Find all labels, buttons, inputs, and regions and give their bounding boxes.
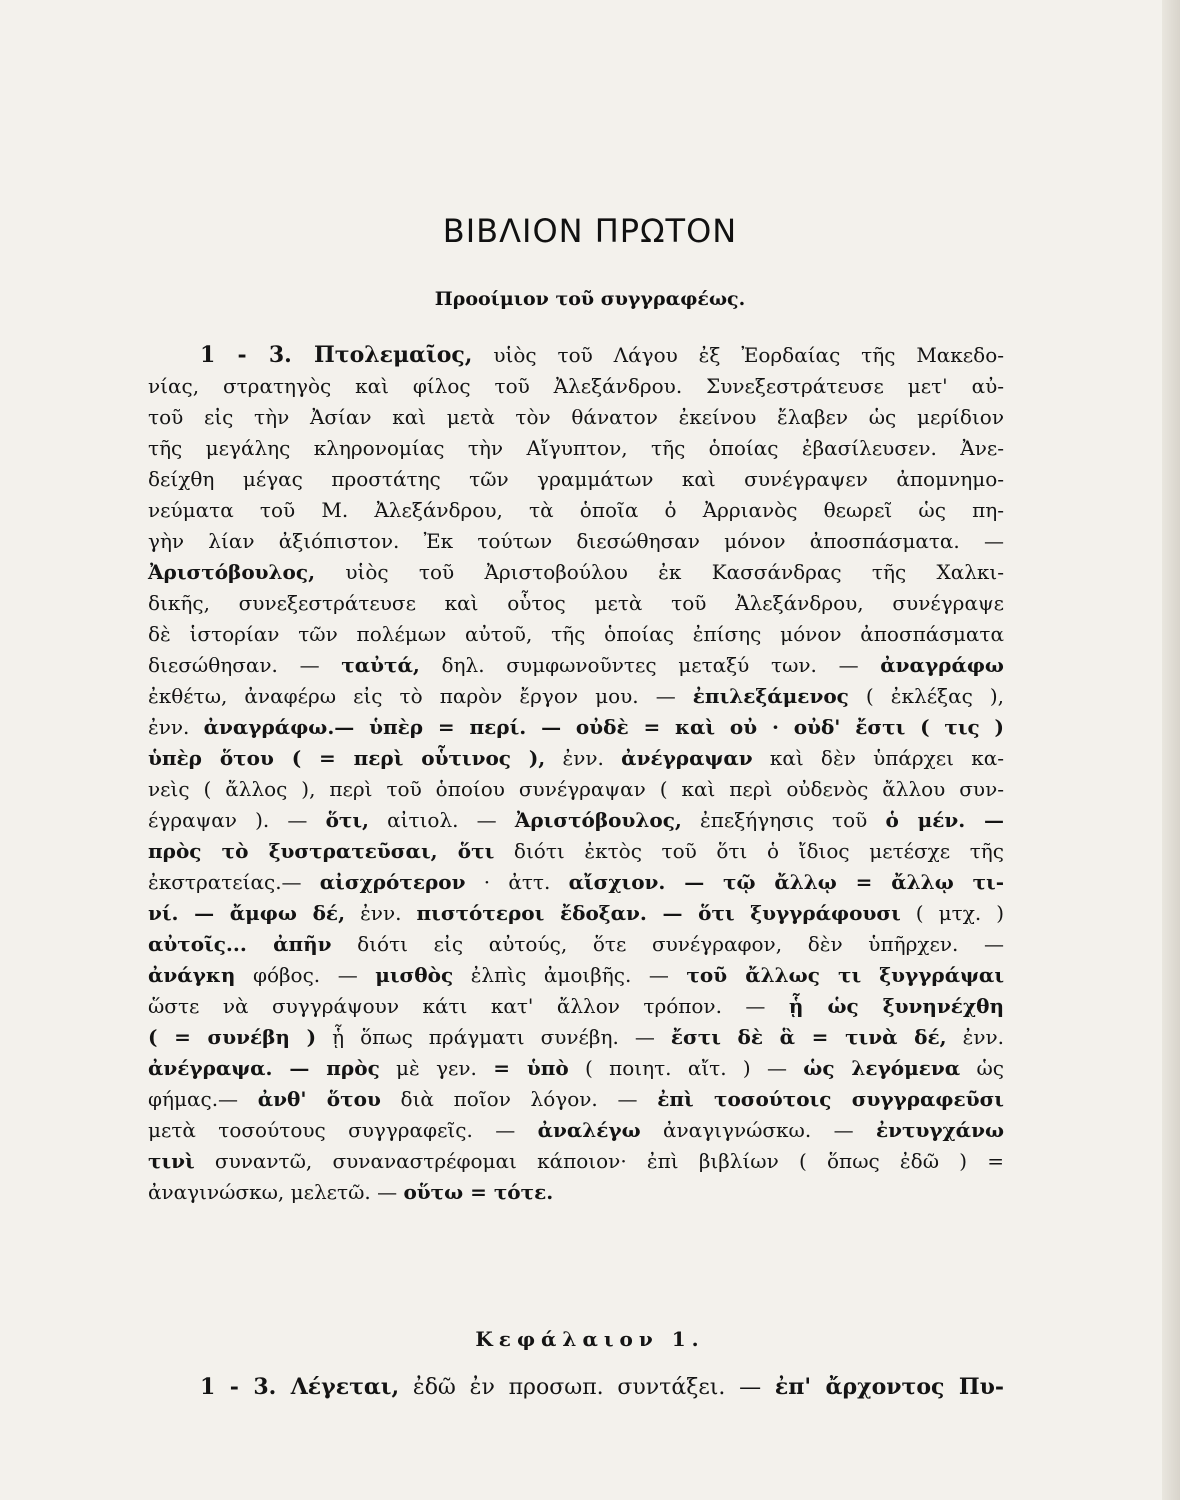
bold-term: τοῦ ἄλλως τι ξυγγράψαι <box>686 963 1005 987</box>
text-run: νεὶς ( ἄλλος ), περὶ τοῦ ὁποίου συνέγραψαν ( καὶ περὶ οὐδενὸς ἄλλου συν- <box>148 777 1004 801</box>
text-run: ἐπεξήγησις τοῦ <box>681 808 886 832</box>
bold-term: ἀνέγραψαν <box>621 746 753 770</box>
text-line <box>148 960 1004 991</box>
text-run: ( ἐκλέξας ), <box>848 684 1004 708</box>
bold-term: ἔστι δὲ ἃ = τινὰ δέ, <box>670 1025 947 1049</box>
text-run: ἐκθέτω, ἀναφέρω εἰς τὸ παρὸν ἔργον μου. — <box>148 684 693 708</box>
page-title: ΒΙΒΛΙΟΝ ΠΡΩΤΟΝ <box>442 212 738 250</box>
bold-term: ὅτι, <box>325 808 370 832</box>
bold-term: ἐπιλεξάμενος <box>692 684 849 708</box>
text-run: τῆς μεγάλης κληρονομίας τὴν Αἴγυπτον, τῆς ὁποίας ἐβασίλευσεν. Ἀνε- <box>148 436 1004 460</box>
bold-term: αὐτοῖς... ἀπῆν <box>148 932 332 956</box>
text-line <box>148 1146 1004 1177</box>
text-run: νεύματα τοῦ Μ. Ἀλεξάνδρου, τὰ ὁποῖα ὁ Ἀρριανὸς θεωρεῖ ὡς πη- <box>148 498 1004 522</box>
text-run: ὥστε νὰ συγγράψουν κάτι κατ' ἄλλον τρόπον. — <box>148 994 789 1018</box>
text-run: φήμας.— <box>148 1087 258 1111</box>
text-line <box>148 1177 1004 1208</box>
text-line <box>148 929 1004 960</box>
text-line <box>148 588 1004 619</box>
text-run: ᾗ ὅπως πράγματι συνέβη. — <box>316 1025 671 1049</box>
text-run: φόβος. — <box>235 963 376 987</box>
bold-term: πρὸς τὸ ξυστρατεῦσαι, ὅτι <box>148 839 495 863</box>
bold-term: 1 - 3. Πτολεμαῖος, <box>200 342 473 368</box>
bold-term: νί. — ἄμφω δέ, <box>148 901 346 925</box>
text-run: ἐδῶ ἐν προσωπ. συντάξει. — <box>399 1375 775 1400</box>
text-line <box>148 991 1004 1022</box>
bold-term: ταὐτά, <box>341 653 420 677</box>
text-line <box>148 402 1004 433</box>
bold-term: πιστότεροι ἔδοξαν. — ὅτι ξυγγράφουσι <box>416 901 901 925</box>
text-run: ἐνν. <box>345 901 417 925</box>
bold-term: ὡς λεγόμενα <box>803 1056 961 1080</box>
text-run: δείχθη μέγας προστάτης τῶν γραμμάτων καὶ συνέγραψεν ἀπομνημο- <box>148 467 1004 491</box>
bold-term: ἀναλέγω <box>537 1118 641 1142</box>
text-run: δὲ ἱστορίαν τῶν πολέμων αὐτοῦ, τῆς ὁποίας ἐπίσης μόνον ἀποσπάσματα <box>148 622 1004 646</box>
bold-term: Ἀριστόβουλος, <box>514 808 682 832</box>
text-line <box>148 1115 1004 1146</box>
text-run: διότι εἰς αὐτούς, ὅτε συνέγραφον, δὲν ὑπῆρχεν. — <box>331 932 1005 956</box>
bold-term: ὁ μέν. — <box>885 808 1005 832</box>
section-subtitle: Προοίμιον τοῦ συγγραφέως. <box>434 288 746 310</box>
text-line <box>148 867 1004 898</box>
chapter-first-line <box>200 1374 1004 1400</box>
text-line <box>148 836 1004 867</box>
text-run: · ἀττ. <box>465 870 569 894</box>
text-line <box>148 433 1004 464</box>
text-line <box>148 495 1004 526</box>
bold-term: Ἀριστόβουλος, <box>148 560 316 584</box>
bold-term: ἀναγράφω <box>880 653 1004 677</box>
text-run: νίας, στρατηγὸς καὶ φίλος τοῦ Ἀλεξάνδρου. Συνεξεστράτευσε μετ' αὐ- <box>148 374 1004 398</box>
text-line <box>148 681 1004 712</box>
text-run: διεσώθησαν. — <box>148 653 342 677</box>
text-line <box>148 1053 1004 1084</box>
bold-term: οὕτω = τότε. <box>403 1180 554 1204</box>
text-line <box>148 340 1004 371</box>
text-line <box>148 650 1004 681</box>
text-run: αἰτιολ. — <box>369 808 515 832</box>
bold-term: μισθὸς <box>375 963 454 987</box>
chapter-heading: Κεφάλαιον 1. <box>475 1327 705 1351</box>
bold-term: 1 - 3. Λέγεται, <box>200 1374 400 1400</box>
text-run: διὰ ποῖον λόγον. — <box>380 1087 658 1111</box>
text-run: ἀναγινώσκω, μελετῶ. — <box>148 1180 404 1204</box>
text-run: ἐνν. <box>148 715 204 739</box>
text-line <box>148 557 1004 588</box>
text-run: υἱὸς τοῦ Ἀριστοβούλου ἐκ Κασσάνδρας τῆς Χαλκι- <box>315 560 1004 584</box>
bold-term: τινὶ <box>148 1149 195 1173</box>
text-line <box>148 1084 1004 1115</box>
bold-term: ἀναγράφω.— ὑπὲρ = περί. — οὐδὲ = καὶ οὐ · οὐδ' ἔστι ( τις ) <box>203 715 1005 739</box>
text-run: δηλ. συμφωνοῦντες μεταξύ των. — <box>419 653 881 677</box>
text-line <box>148 712 1004 743</box>
bold-term: ( = συνέβη ) <box>148 1025 317 1049</box>
commentary-body <box>148 340 1004 1208</box>
text-run: ἐνν. <box>545 746 622 770</box>
text-run: ( μτχ. ) <box>900 901 1005 925</box>
bold-term: αἴσχιον. — τῷ ἄλλῳ = ἄλλῳ τι- <box>568 870 1005 894</box>
text-run: έγραψαν ). — <box>148 808 326 832</box>
text-run: καὶ δὲν ὑπάρχει κα- <box>752 746 1005 770</box>
bold-term: ἀνέγραψα. — πρὸς <box>148 1056 380 1080</box>
bold-term: αἰσχρότερον <box>319 870 466 894</box>
text-line <box>148 898 1004 929</box>
text-line <box>148 1022 1004 1053</box>
bold-term: ᾗ ὡς ξυνηνέχθη <box>788 994 1004 1018</box>
text-line <box>148 743 1004 774</box>
text-run: δικῆς, συνεξεστράτευσε καὶ οὗτος μετὰ τοῦ Ἀλεξάνδρου, συνέγραψε <box>148 591 1004 615</box>
text-run: μὲ γεν. <box>379 1056 494 1080</box>
text-run: τοῦ εἰς τὴν Ἀσίαν καὶ μετὰ τὸν θάνατον ἐκείνου ἔλαβεν ὡς μερίδιον <box>148 405 1004 429</box>
text-run: διότι ἐκτὸς τοῦ ὅτι ὁ ἴδιος μετέσχε τῆς <box>494 839 1004 863</box>
bold-term: ἐπὶ τοσούτοις συγγραφεῦσι <box>657 1087 1004 1111</box>
bold-term: ἀνάγκη <box>148 963 236 987</box>
bold-term: ὑπὲρ ὅτου ( = περὶ οὗτινος ), <box>148 746 546 770</box>
text-line <box>148 371 1004 402</box>
text-run: ἀναγιγνώσκω. — <box>640 1118 876 1142</box>
text-run: υἱὸς τοῦ Λάγου ἐξ Ἐορδαίας τῆς Μακεδο- <box>472 343 1004 367</box>
text-line <box>148 774 1004 805</box>
text-run: ἐνν. <box>946 1025 1004 1049</box>
text-run: συναντῶ, συναναστρέφομαι κάποιον· ἐπὶ βιβλίων ( ὅπως ἐδῶ ) = <box>194 1149 1004 1173</box>
text-line <box>148 619 1004 650</box>
text-run: ἐλπὶς ἀμοιβῆς. — <box>453 963 687 987</box>
text-line <box>148 805 1004 836</box>
text-line <box>148 464 1004 495</box>
text-run: ἐκστρατείας.— <box>148 870 320 894</box>
bold-term: ἐπ' ἄρχοντος Πυ- <box>774 1374 1005 1400</box>
text-run: γὴν λίαν ἀξιόπιστον. Ἐκ τούτων διεσώθησαν μόνον ἀποσπάσματα. — <box>148 529 1004 553</box>
bold-term: ἀνθ' ὅτου <box>257 1087 381 1111</box>
text-run: μετὰ τοσούτους συγγραφεῖς. — <box>148 1118 538 1142</box>
text-run: ὡς <box>960 1056 1005 1080</box>
text-run: ( ποιητ. αἴτ. ) — <box>568 1056 804 1080</box>
text-line <box>148 526 1004 557</box>
bold-term: = ὑπὸ <box>493 1056 569 1080</box>
bold-term: ἐντυγχάνω <box>875 1118 1004 1142</box>
